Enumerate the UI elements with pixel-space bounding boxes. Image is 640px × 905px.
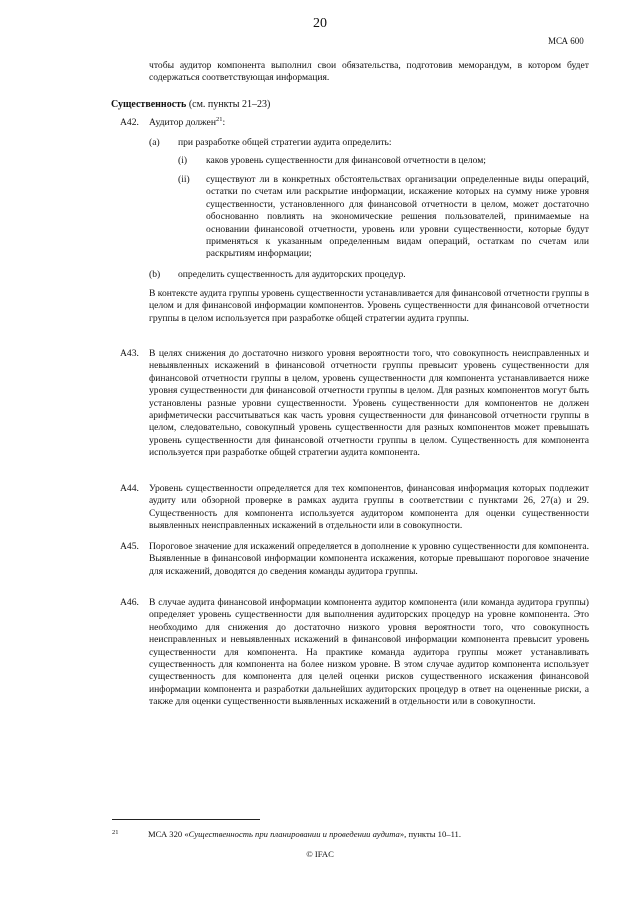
paragraph-a44: Уровень существенности определяется для тех компонентов, финансовая информация которых подлежит аудиту или обзорной проверке в рамках аудита группы в соответствии с пунктами 26, 27(a) и 29. Существенность для компонента используется аудитором компонента для оценки существенности выявленных неисправленных искажений в отдельности или в совокупности. bbox=[149, 483, 589, 532]
a42-lead bbox=[149, 117, 225, 129]
a42-lead-colon: : bbox=[222, 117, 226, 128]
item-i-label: (i) bbox=[178, 155, 188, 166]
paragraph-a43: В целях снижения до достаточно низкого уровня вероятности того, что совокупность неисправленных и невыявленных искажений в финансовой отчетности группы превысит уровень существенности для финансовой отчетности группы в целом, уровень существенности для компонента устанавливается ниже уровня существенности для финансовой отчетности группы в целом. Для разных компонентов могут быть установлены разные уровни существенности. Уровень существенности для компонентов не должен арифметически рассчитываться как часть уровня существенности для финансовой отчетности группы в целом, следовательно, совокупный уровень существенности для разных компонентов может превышать уровень существенности для финансовой отчетности группы в целом. Существенность для компонента используется при разработке общей стратегии аудита компонента. bbox=[149, 348, 589, 459]
footnote-suffix: », пункты 10–11. bbox=[399, 829, 461, 839]
paragraph-label-a43: A43. bbox=[120, 348, 139, 359]
section-title: Существенность bbox=[111, 99, 187, 110]
copyright-footer: © IFAC bbox=[306, 849, 334, 859]
footnote-ref-21: 21 bbox=[215, 115, 223, 123]
footnote-number: 21 bbox=[112, 829, 119, 836]
standard-code: МСА 600 bbox=[548, 36, 584, 46]
page-number: 20 bbox=[313, 16, 327, 31]
item-i-text: каков уровень существенности для финансовой отчетности в целом; bbox=[206, 155, 486, 166]
section-heading bbox=[111, 99, 270, 110]
footnote-text bbox=[148, 829, 461, 839]
item-b-text: определить существенность для аудиторских процедур. bbox=[178, 269, 406, 280]
footnote-prefix: МСА 320 « bbox=[148, 829, 189, 839]
paragraph-label-a46: A46. bbox=[120, 597, 139, 608]
paragraph-label-a42: A42. bbox=[120, 117, 139, 128]
paragraph-label-a44: A44. bbox=[120, 483, 139, 494]
item-a-label: (a) bbox=[149, 137, 160, 148]
item-ii-text: существуют ли в конкретных обстоятельствах организации определенные виды операций, остатки по счетам или раскрытие информации, искажение которых на сумму ниже уровня существенности, установленного для финансовой отчетности в целом, может достаточно обоснованно повлиять на экономические решения пользователей, принимаемые на основании финансовой отчетности, уровень или уровни существенности, которые будут применяться к указанным определенным видам операций, остаткам по счетам или раскрытиям информации; bbox=[206, 174, 589, 260]
a42-note: В контексте аудита группы уровень существенности устанавливается для финансовой отчетности группы в целом и для финансовой информации компонентов. Уровень существенности для финансовой отчетности группы в целом используется при разработке общей стратегии аудита группы. bbox=[149, 288, 589, 324]
item-a-text: при разработке общей стратегии аудита определить: bbox=[178, 137, 392, 148]
a42-lead-text: Аудитор должен bbox=[149, 117, 216, 128]
item-b-label: (b) bbox=[149, 269, 161, 280]
paragraph-a46: В случае аудита финансовой информации компонента аудитор компонента (или команда аудитора группы) определяет уровень существенности для выполнения аудиторских процедур на уровне компонента. Это необходимо для снижения до достаточно низкого уровня вероятности того, что совокупность неисправленных и невыявленных искажений в финансовой информации компонента превысит уровень существенности для компонента. На практике команда аудитора группы может устанавливать существенность для компонента на более низком уровне. В этом случае аудитор компонента использует существенность для компонента для целей оценки рисков существенного искажения финансовой информации компонента и разработки дальнейших аудиторских процедур в ответ на оцененные риски, а также для оценки существенности выявленных искажений в отдельности или в совокупности. bbox=[149, 597, 589, 708]
intro-paragraph: чтобы аудитор компонента выполнил свои обязательства, подготовив меморандум, в котором будет содержаться соответствующая информация. bbox=[149, 60, 589, 84]
item-ii-label: (ii) bbox=[178, 174, 190, 185]
paragraph-a45: Пороговое значение для искажений определяется в дополнение к уровню существенности для компонента. Выявленные в финансовой информации компонента искажения, которые превышают пороговое значение для искажений, доводятся до сведения команды аудитора группы. bbox=[149, 541, 589, 577]
footnote-title: Существенность при планировании и проведении аудита bbox=[188, 829, 400, 839]
section-reference: (см. пункты 21–23) bbox=[188, 99, 271, 110]
footnote-divider bbox=[112, 819, 260, 820]
paragraph-label-a45: A45. bbox=[120, 541, 139, 552]
